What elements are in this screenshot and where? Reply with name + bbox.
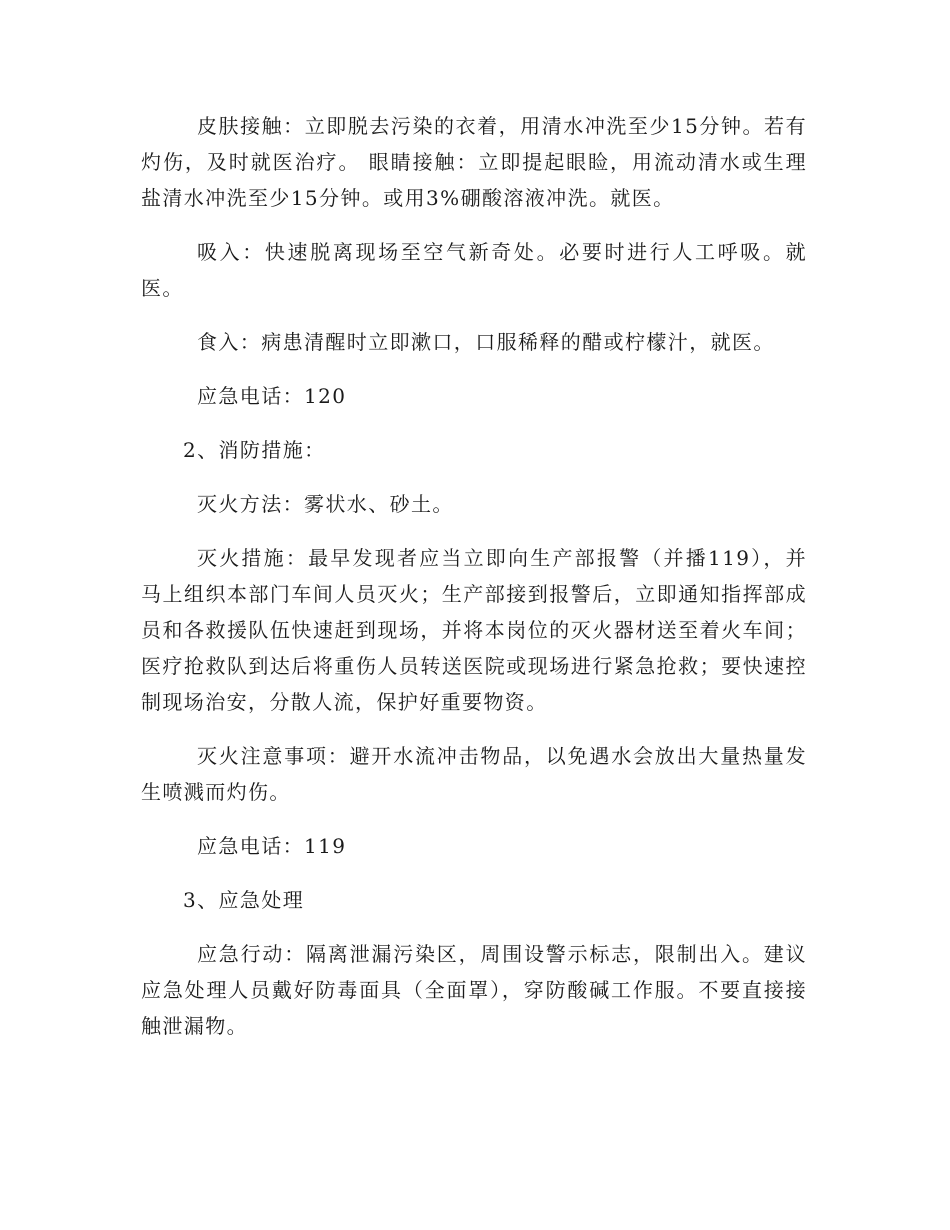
paragraph-first-aid-ingestion: 食入：病患清醒时立即漱口，口服稀释的醋或柠檬汁，就医。 [197, 330, 775, 354]
section-heading-emergency-handling: 3、应急处理 [183, 888, 305, 912]
paragraph-extinguishing-precautions: 灭火注意事项：避开水流冲击物品，以免遇水会放出大量热量发生喷溅而灼伤。 [141, 744, 807, 804]
paragraph-extinguishing-methods: 灭火方法：雾状水、砂土。 [197, 492, 454, 516]
section-heading-fire-measures: 2、消防措施： [183, 438, 326, 462]
paragraph-extinguishing-measures: 灭火措施：最早发现者应当立即向生产部报警（并播119），并马上组织本部门车间人员灭火；生产部接到报警后，立即通知指挥部成员和各救援队伍快速赶到现场，并将本岗位的灭火器材送至着火车间；医疗抢救队到达后将重伤人员转送医院或现场进行紧急抢救；要快速控制现场治安，分散人流，保护好重要物资。 [141, 546, 807, 714]
paragraph-first-aid-skin-eye: 皮肤接触：立即脱去污染的衣着，用清水冲洗至少15分钟。若有灼伤，及时就医治疗。 眼睛接触：立即提起眼睑，用流动清水或生理盐清水冲洗至少15分钟。或用3%硼酸溶液冲洗。就医。 [141, 114, 807, 210]
paragraph-emergency-action: 应急行动：隔离泄漏污染区，周围设警示标志，限制出入。建议应急处理人员戴好防毒面具（全面罩），穿防酸碱工作服。不要直接接触泄漏物。 [141, 942, 807, 1038]
paragraph-emergency-phone-119: 应急电话：119 [197, 834, 347, 858]
paragraph-emergency-phone-120: 应急电话：120 [197, 384, 347, 408]
document-body [141, 108, 807, 1062]
paragraph-first-aid-inhalation: 吸入：快速脱离现场至空气新奇处。必要时进行人工呼吸。就医。 [141, 240, 807, 300]
